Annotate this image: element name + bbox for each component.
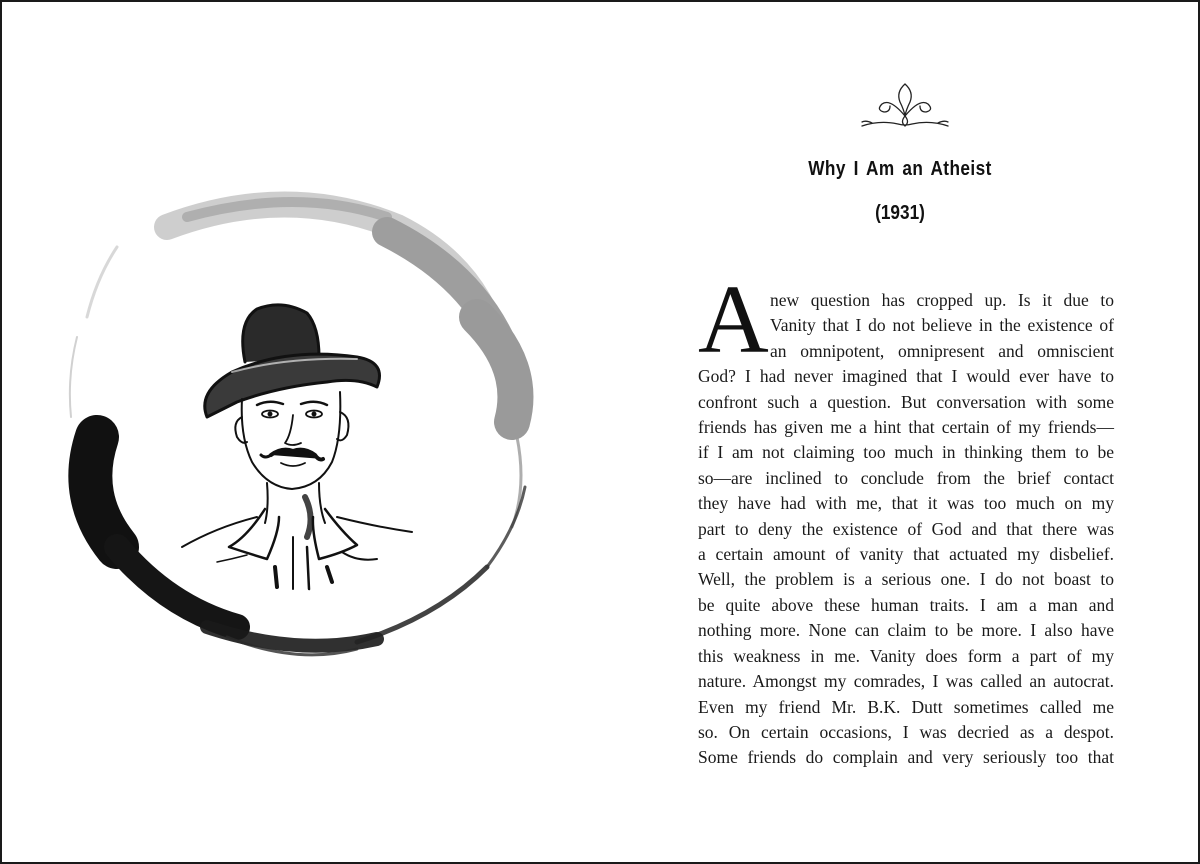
- paragraph-line: God? I had never imagined that I would ever have to: [698, 366, 1114, 387]
- right-page: [602, 2, 1198, 862]
- paragraph-line: friends has given me a hint that certain of my friends—: [698, 417, 1114, 438]
- paragraph-line: a certain amount of vanity that actuated my disbelief.: [698, 544, 1114, 565]
- drop-cap: A: [698, 266, 769, 374]
- paragraph-line: this weakness in me. Vanity does form a part of my: [698, 645, 1114, 666]
- body-paragraph: [698, 288, 1114, 771]
- paragraph-line: confront such a question. But conversation with some: [698, 391, 1114, 412]
- paragraph-line: Even my friend Mr. B.K. Dutt sometimes called me: [698, 696, 1114, 717]
- paragraph-line: be quite above these human traits. I am a man and: [698, 594, 1114, 615]
- paragraph-line: new question has cropped up. Is it due to: [770, 290, 1114, 310]
- black-brush-stroke: [90, 437, 525, 655]
- paragraph-line: Vanity that I do not believe in the existence of: [770, 315, 1114, 336]
- portrait-illustration: [57, 187, 547, 682]
- paragraph-line: Some friends do complain and very seriously too that: [698, 747, 1114, 768]
- fleuron-ornament-icon: [860, 80, 950, 134]
- paragraph-line: nothing more. None can claim to be more. I also have: [698, 620, 1114, 641]
- left-page: [2, 2, 602, 862]
- paragraph-line: part to deny the existence of God and that there was: [698, 518, 1114, 539]
- paragraph-line: if I am not claiming too much in thinking them to be: [698, 442, 1114, 463]
- chapter-title: Why I Am an Atheist: [808, 158, 992, 180]
- paragraph-line: so. On certain occasions, I was decried as a despot.: [698, 721, 1114, 742]
- paragraph-line: so—are inclined to conclude from the brief contact: [698, 467, 1114, 488]
- chapter-year: (1931): [875, 202, 925, 224]
- paragraph-line: they have had with me, that it was too much on my: [698, 493, 1114, 514]
- paragraph-line: Well, the problem is a serious one. I do not boast to: [698, 569, 1114, 590]
- paragraph-line: an omnipotent, omnipresent and omniscient: [770, 340, 1114, 361]
- paragraph-line: nature. Amongst my comrades, I was called an autocrat.: [698, 671, 1114, 692]
- figure-sketch: [182, 305, 412, 589]
